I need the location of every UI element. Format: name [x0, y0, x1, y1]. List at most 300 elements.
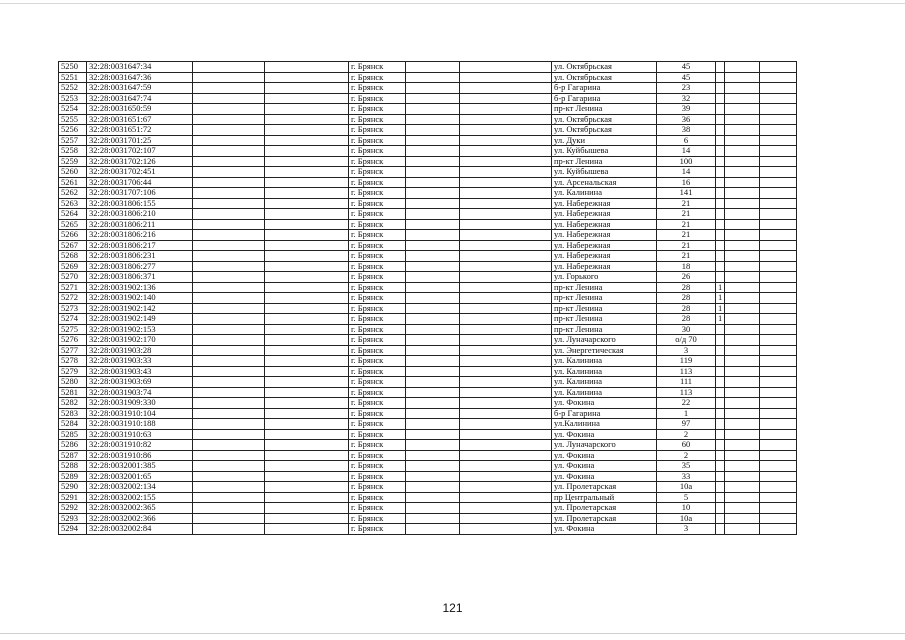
empty-cell [760, 356, 797, 367]
empty-cell [265, 293, 349, 304]
empty-cell [460, 314, 552, 325]
extra-mark [716, 377, 725, 388]
row-number: 5251 [59, 72, 87, 83]
empty-cell [265, 83, 349, 94]
empty-cell [725, 345, 760, 356]
empty-cell [725, 104, 760, 115]
empty-cell [460, 114, 552, 125]
empty-cell [725, 356, 760, 367]
house-number: 28 [657, 314, 716, 325]
empty-cell [193, 314, 265, 325]
table-row [59, 408, 797, 419]
extra-mark [716, 135, 725, 146]
house-number: 113 [657, 387, 716, 398]
empty-cell [725, 429, 760, 440]
street-cell: ул. Октябрьская [552, 72, 657, 83]
empty-cell [265, 282, 349, 293]
extra-mark [716, 398, 725, 409]
table-row [59, 230, 797, 241]
empty-cell [265, 471, 349, 482]
extra-mark [716, 251, 725, 262]
house-number: 28 [657, 293, 716, 304]
house-number: 111 [657, 377, 716, 388]
extra-mark [716, 188, 725, 199]
table-row [59, 72, 797, 83]
empty-cell [460, 440, 552, 451]
empty-cell [406, 335, 460, 346]
empty-cell [193, 503, 265, 514]
empty-cell [406, 146, 460, 157]
row-number: 5277 [59, 345, 87, 356]
empty-cell [725, 450, 760, 461]
cadastral-number: 32:28:0031910:86 [87, 450, 193, 461]
empty-cell [406, 314, 460, 325]
house-number: 10а [657, 513, 716, 524]
empty-cell [406, 429, 460, 440]
city-cell: г. Брянск [349, 461, 406, 472]
empty-cell [265, 156, 349, 167]
table-row [59, 135, 797, 146]
street-cell: б-р Гагарина [552, 83, 657, 94]
table-row [59, 156, 797, 167]
table-row [59, 167, 797, 178]
street-cell: б-р Гагарина [552, 408, 657, 419]
empty-cell [265, 230, 349, 241]
house-number: 18 [657, 261, 716, 272]
table-row [59, 314, 797, 325]
empty-cell [725, 503, 760, 514]
extra-mark [716, 387, 725, 398]
table-row [59, 492, 797, 503]
cadastral-number: 32:28:0032001:65 [87, 471, 193, 482]
extra-mark [716, 83, 725, 94]
empty-cell [406, 356, 460, 367]
empty-cell [193, 335, 265, 346]
empty-cell [193, 135, 265, 146]
empty-cell [760, 240, 797, 251]
empty-cell [193, 282, 265, 293]
empty-cell [760, 366, 797, 377]
cadastral-number: 32:28:0031701:25 [87, 135, 193, 146]
empty-cell [265, 408, 349, 419]
street-cell: ул. Октябрьская [552, 125, 657, 136]
table-row [59, 219, 797, 230]
table-row [59, 324, 797, 335]
empty-cell [460, 450, 552, 461]
empty-cell [725, 492, 760, 503]
table-row [59, 429, 797, 440]
house-number: о/д 70 [657, 335, 716, 346]
empty-cell [760, 345, 797, 356]
empty-cell [265, 198, 349, 209]
empty-cell [725, 125, 760, 136]
street-cell: ул. Луначарского [552, 440, 657, 451]
empty-cell [265, 387, 349, 398]
table-row [59, 450, 797, 461]
city-cell: г. Брянск [349, 366, 406, 377]
house-number: 21 [657, 219, 716, 230]
city-cell: г. Брянск [349, 272, 406, 283]
table-row [59, 261, 797, 272]
street-cell: ул. Луначарского [552, 335, 657, 346]
table-row [59, 387, 797, 398]
street-cell: ул. Калинина [552, 188, 657, 199]
house-number: 21 [657, 240, 716, 251]
city-cell: г. Брянск [349, 146, 406, 157]
empty-cell [760, 335, 797, 346]
table-row [59, 419, 797, 430]
table-row [59, 125, 797, 136]
cadastral-number: 32:28:0032002:155 [87, 492, 193, 503]
cadastral-number: 32:28:0031902:149 [87, 314, 193, 325]
empty-cell [406, 513, 460, 524]
cadastral-number: 32:28:0031902:142 [87, 303, 193, 314]
empty-cell [265, 93, 349, 104]
empty-cell [406, 377, 460, 388]
cadastral-number: 32:28:0031806:155 [87, 198, 193, 209]
cadastral-number: 32:28:0031910:63 [87, 429, 193, 440]
empty-cell [760, 62, 797, 73]
empty-cell [406, 324, 460, 335]
city-cell: г. Брянск [349, 408, 406, 419]
extra-mark [716, 429, 725, 440]
empty-cell [725, 83, 760, 94]
cadastral-number: 32:28:0031903:43 [87, 366, 193, 377]
cadastral-number: 32:28:0032002:84 [87, 524, 193, 535]
empty-cell [725, 198, 760, 209]
cadastral-number: 32:28:0031902:153 [87, 324, 193, 335]
empty-cell [760, 524, 797, 535]
city-cell: г. Брянск [349, 429, 406, 440]
empty-cell [193, 450, 265, 461]
cadastral-number: 32:28:0032002:134 [87, 482, 193, 493]
empty-cell [460, 261, 552, 272]
empty-cell [265, 125, 349, 136]
street-cell: ул.Калинина [552, 419, 657, 430]
empty-cell [406, 440, 460, 451]
street-cell: ул. Набережная [552, 219, 657, 230]
house-number: 10а [657, 482, 716, 493]
empty-cell [265, 167, 349, 178]
street-cell: ул. Калинина [552, 366, 657, 377]
cadastral-number: 32:28:0031651:67 [87, 114, 193, 125]
cadastral-number: 32:28:0031903:69 [87, 377, 193, 388]
house-number: 45 [657, 62, 716, 73]
house-number: 21 [657, 198, 716, 209]
cadastral-register-table [58, 61, 797, 535]
street-cell: ул. Октябрьская [552, 62, 657, 73]
row-number: 5264 [59, 209, 87, 220]
empty-cell [725, 114, 760, 125]
empty-cell [193, 272, 265, 283]
empty-cell [460, 272, 552, 283]
empty-cell [725, 471, 760, 482]
city-cell: г. Брянск [349, 135, 406, 146]
empty-cell [760, 377, 797, 388]
empty-cell [265, 503, 349, 514]
empty-cell [725, 408, 760, 419]
empty-cell [760, 135, 797, 146]
street-cell: ул. Куйбышева [552, 167, 657, 178]
empty-cell [760, 282, 797, 293]
row-number: 5278 [59, 356, 87, 367]
empty-cell [725, 513, 760, 524]
empty-cell [725, 461, 760, 472]
empty-cell [460, 156, 552, 167]
street-cell: ул. Набережная [552, 230, 657, 241]
empty-cell [193, 398, 265, 409]
empty-cell [460, 125, 552, 136]
cadastral-number: 32:28:0031806:277 [87, 261, 193, 272]
street-cell: ул. Пролетарская [552, 482, 657, 493]
house-number: 23 [657, 83, 716, 94]
empty-cell [406, 471, 460, 482]
cadastral-number: 32:28:0032002:366 [87, 513, 193, 524]
row-number: 5262 [59, 188, 87, 199]
empty-cell [460, 303, 552, 314]
empty-cell [265, 114, 349, 125]
empty-cell [265, 146, 349, 157]
street-cell: ул. Набережная [552, 240, 657, 251]
city-cell: г. Брянск [349, 72, 406, 83]
bottom-edge-line [0, 633, 905, 634]
cadastral-number: 32:28:0031902:140 [87, 293, 193, 304]
empty-cell [460, 198, 552, 209]
table-row [59, 398, 797, 409]
table-row [59, 366, 797, 377]
city-cell: г. Брянск [349, 282, 406, 293]
empty-cell [725, 419, 760, 430]
extra-mark [716, 419, 725, 430]
cadastral-number: 32:28:0031903:28 [87, 345, 193, 356]
cadastral-number: 32:28:0031910:188 [87, 419, 193, 430]
empty-cell [265, 398, 349, 409]
empty-cell [193, 167, 265, 178]
page-number: 121 [442, 601, 463, 615]
street-cell: пр-кт Ленина [552, 324, 657, 335]
street-cell: ул. Энергетическая [552, 345, 657, 356]
table-row [59, 93, 797, 104]
empty-cell [760, 188, 797, 199]
extra-mark [716, 156, 725, 167]
empty-cell [265, 251, 349, 262]
house-number: 28 [657, 303, 716, 314]
empty-cell [406, 303, 460, 314]
cadastral-number: 32:28:0031647:59 [87, 83, 193, 94]
empty-cell [725, 177, 760, 188]
extra-mark [716, 167, 725, 178]
city-cell: г. Брянск [349, 219, 406, 230]
row-number: 5294 [59, 524, 87, 535]
top-edge-line [0, 3, 905, 4]
cadastral-number: 32:28:0031702:126 [87, 156, 193, 167]
empty-cell [193, 219, 265, 230]
row-number: 5275 [59, 324, 87, 335]
empty-cell [725, 240, 760, 251]
empty-cell [725, 272, 760, 283]
house-number: 2 [657, 429, 716, 440]
city-cell: г. Брянск [349, 324, 406, 335]
empty-cell [760, 293, 797, 304]
street-cell: пр-кт Ленина [552, 303, 657, 314]
empty-cell [460, 461, 552, 472]
empty-cell [460, 387, 552, 398]
extra-mark [716, 366, 725, 377]
empty-cell [725, 146, 760, 157]
house-number: 35 [657, 461, 716, 472]
empty-cell [265, 303, 349, 314]
city-cell: г. Брянск [349, 513, 406, 524]
house-number: 21 [657, 209, 716, 220]
extra-mark [716, 272, 725, 283]
street-cell: ул. Фокина [552, 524, 657, 535]
empty-cell [265, 419, 349, 430]
row-number: 5266 [59, 230, 87, 241]
empty-cell [406, 492, 460, 503]
row-number: 5258 [59, 146, 87, 157]
city-cell: г. Брянск [349, 440, 406, 451]
house-number: 39 [657, 104, 716, 115]
empty-cell [460, 429, 552, 440]
empty-cell [265, 335, 349, 346]
empty-cell [193, 377, 265, 388]
street-cell: ул. Калинина [552, 356, 657, 367]
empty-cell [760, 513, 797, 524]
table-row [59, 251, 797, 262]
table-row [59, 104, 797, 115]
empty-cell [406, 62, 460, 73]
empty-cell [760, 429, 797, 440]
empty-cell [760, 104, 797, 115]
city-cell: г. Брянск [349, 209, 406, 220]
empty-cell [406, 503, 460, 514]
city-cell: г. Брянск [349, 293, 406, 304]
empty-cell [460, 62, 552, 73]
empty-cell [725, 62, 760, 73]
empty-cell [760, 440, 797, 451]
empty-cell [725, 167, 760, 178]
row-number: 5288 [59, 461, 87, 472]
empty-cell [265, 377, 349, 388]
empty-cell [265, 261, 349, 272]
empty-cell [760, 324, 797, 335]
row-number: 5263 [59, 198, 87, 209]
city-cell: г. Брянск [349, 482, 406, 493]
city-cell: г. Брянск [349, 419, 406, 430]
empty-cell [193, 240, 265, 251]
empty-cell [460, 335, 552, 346]
row-number: 5289 [59, 471, 87, 482]
empty-cell [460, 366, 552, 377]
street-cell: пр-кт Ленина [552, 156, 657, 167]
empty-cell [725, 72, 760, 83]
street-cell: б-р Гагарина [552, 93, 657, 104]
cadastral-number: 32:28:0031651:72 [87, 125, 193, 136]
city-cell: г. Брянск [349, 377, 406, 388]
row-number: 5265 [59, 219, 87, 230]
row-number: 5293 [59, 513, 87, 524]
street-cell: ул. Набережная [552, 209, 657, 220]
extra-mark [716, 62, 725, 73]
empty-cell [725, 230, 760, 241]
empty-cell [725, 209, 760, 220]
cadastral-number: 32:28:0031902:170 [87, 335, 193, 346]
empty-cell [406, 114, 460, 125]
cadastral-number: 32:28:0031806:210 [87, 209, 193, 220]
table-row [59, 356, 797, 367]
empty-cell [406, 219, 460, 230]
house-number: 26 [657, 272, 716, 283]
row-number: 5255 [59, 114, 87, 125]
row-number: 5283 [59, 408, 87, 419]
empty-cell [193, 177, 265, 188]
table-row [59, 524, 797, 535]
empty-cell [760, 398, 797, 409]
extra-mark [716, 209, 725, 220]
house-number: 141 [657, 188, 716, 199]
empty-cell [193, 356, 265, 367]
empty-cell [760, 209, 797, 220]
empty-cell [760, 450, 797, 461]
empty-cell [406, 261, 460, 272]
extra-mark [716, 240, 725, 251]
city-cell: г. Брянск [349, 83, 406, 94]
empty-cell [760, 272, 797, 283]
empty-cell [193, 471, 265, 482]
table-row [59, 272, 797, 283]
house-number: 14 [657, 146, 716, 157]
city-cell: г. Брянск [349, 93, 406, 104]
extra-mark [716, 230, 725, 241]
street-cell: ул. Набережная [552, 251, 657, 262]
empty-cell [265, 104, 349, 115]
table-row [59, 146, 797, 157]
empty-cell [193, 429, 265, 440]
street-cell: ул. Калинина [552, 377, 657, 388]
empty-cell [193, 524, 265, 535]
empty-cell [460, 293, 552, 304]
house-number: 100 [657, 156, 716, 167]
cadastral-number: 32:28:0031806:211 [87, 219, 193, 230]
extra-mark: 1 [716, 303, 725, 314]
empty-cell [406, 419, 460, 430]
empty-cell [265, 461, 349, 472]
empty-cell [760, 471, 797, 482]
empty-cell [193, 83, 265, 94]
cadastral-number: 32:28:0031702:451 [87, 167, 193, 178]
empty-cell [406, 524, 460, 535]
empty-cell [460, 345, 552, 356]
street-cell: пр-кт Ленина [552, 314, 657, 325]
row-number: 5252 [59, 83, 87, 94]
empty-cell [406, 125, 460, 136]
street-cell: ул. Октябрьская [552, 114, 657, 125]
empty-cell [725, 282, 760, 293]
street-cell: пр-кт Ленина [552, 104, 657, 115]
city-cell: г. Брянск [349, 356, 406, 367]
table-row [59, 482, 797, 493]
empty-cell [760, 503, 797, 514]
empty-cell [460, 219, 552, 230]
empty-cell [760, 146, 797, 157]
empty-cell [460, 356, 552, 367]
cadastral-number: 32:28:0031903:74 [87, 387, 193, 398]
table-row [59, 83, 797, 94]
extra-mark [716, 503, 725, 514]
empty-cell [406, 398, 460, 409]
empty-cell [406, 83, 460, 94]
empty-cell [460, 72, 552, 83]
